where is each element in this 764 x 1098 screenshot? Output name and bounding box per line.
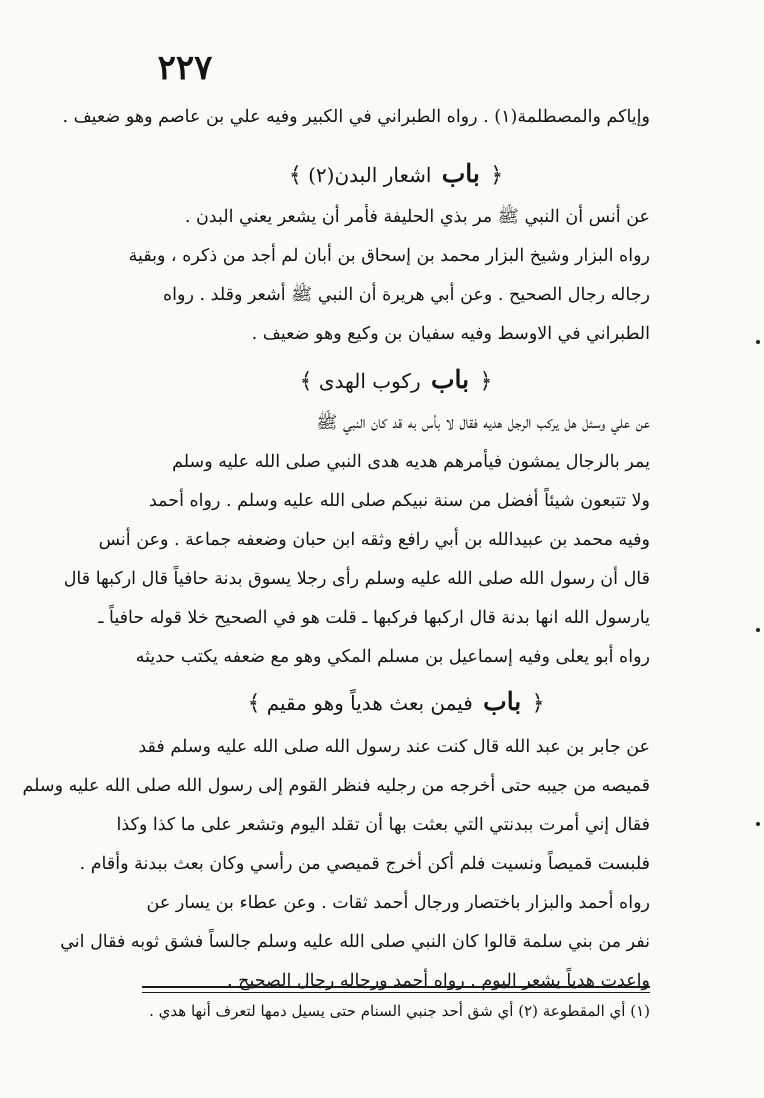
ornament-bracket: ﴾ — [299, 369, 313, 394]
heading-title: اشعار البدن(٢) — [308, 163, 432, 187]
ornament-bracket: ﴿ — [531, 691, 545, 716]
text-line: عن علي وسئل هل يركب الرجل هديه فقال لا بأس به قد كان النبي ﷺ — [316, 413, 650, 433]
ornament-bracket: ﴿ — [479, 369, 493, 394]
page-number: ٢٢٧ — [157, 48, 213, 88]
section-heading-muqim — [142, 680, 650, 724]
text-line: فلبست قميصاً ونسيت فلم أكن أخرج قميصي من رأسي وكان بعث ببدنة وأقام . — [79, 854, 650, 874]
heading-title: فيمن بعث هدياً وهو مقيم — [266, 691, 473, 715]
text-line: واعدت هدياً يشعر اليوم . رواه أحمد ورجاله رجال الصحيح . — [227, 971, 650, 991]
bab-label: باب — [441, 159, 480, 188]
text-line: رواه أبو يعلى وفيه إسماعيل بن مسلم المكي وهو مع ضعفه يكتب حديثه — [135, 647, 650, 667]
section-heading-ishaar — [142, 152, 650, 196]
bab-label: باب — [430, 365, 470, 394]
text-line: عن جابر بن عبد الله قال كنت عند رسول الله صلى الله عليه وسلم فقد — [138, 737, 650, 757]
heading-title: ركوب الهدى — [318, 369, 421, 393]
footnote-divider — [142, 986, 650, 988]
text-line: قال أن رسول الله صلى الله عليه وسلم رأى رجلا يسوق بدنة حافياً قال اركبها قال — [63, 569, 650, 589]
opening-paragraph — [62, 98, 650, 137]
text-line: نفر من بني سلمة قالوا كان النبي صلى الله عليه وسلم جالساً فشق ثوبه فقال اني — [60, 932, 650, 952]
text-line: رجاله رجال الصحيح . وعن أبي هريرة أن النبي ﷺ أشعر وقلد . رواه — [163, 285, 650, 305]
text-line: عن أنس أن النبي ﷺ مر بذي الحليفة فأمر أن يشعر يعني البدن . — [184, 207, 650, 227]
text-line: رواه أحمد والبزار باختصار ورجال أحمد ثقات . وعن عطاء بن يسار عن — [146, 893, 650, 913]
text-line: رواه البزار وشيخ البزار محمد بن إسحاق بن أبان لم أجد من ذكره ، وبقية — [128, 246, 650, 266]
section-body — [22, 728, 650, 1001]
ornament-bracket: ﴿ — [490, 163, 504, 188]
section-heading-rukub — [142, 358, 650, 402]
text-line: فقال إني أمرت ببدنتي التي بعثت بها أن تقلد اليوم وتشعر على ما كذا وكذا — [116, 815, 650, 835]
text-line: يارسول الله انها بدنة قال اركبها فركبها ـ قلت هو في الصحيح خلا قوله حافياً ـ — [98, 608, 650, 628]
bab-label: باب — [483, 687, 522, 716]
text-line: يمر بالرجال يمشون فيأمرهم هديه هدى النبي صلى الله عليه وسلم — [172, 452, 650, 472]
margin-mark — [756, 340, 760, 344]
ornament-bracket: ﴾ — [247, 691, 261, 716]
ornament-bracket: ﴾ — [288, 163, 302, 188]
footnote-divider — [142, 992, 650, 993]
margin-mark — [756, 822, 760, 826]
text-line: وفيه محمد بن عبيدالله بن أبي رافع وثقه ابن حبان وضعفه جماعة . وعن أنس — [98, 530, 650, 550]
section-body — [128, 198, 650, 354]
text-line: الطبراني في الاوسط وفيه سفيان بن وكيع وهو ضعيف . — [251, 324, 650, 344]
text-line: قميصه من جيبه حتى أخرجه من رجليه فنظر القوم إلى رسول الله صلى الله عليه وسلم — [22, 776, 650, 796]
section-body — [63, 404, 650, 677]
footnote: (١) أي المقطوعة (٢) أي شق أحد جنبي السنام حتى يسيل دمها لتعرف أنها هدي . — [149, 1002, 650, 1020]
margin-mark — [756, 628, 760, 632]
text-line: ولا تتبعون شيئاً أفضل من سنة نبيكم صلى الله عليه وسلم . رواه أحمد — [148, 491, 650, 511]
text-line: وإياكم والمصطلمة(١) . رواه الطبراني في الكبير وفيه علي بن عاصم وهو ضعيف . — [62, 107, 650, 127]
